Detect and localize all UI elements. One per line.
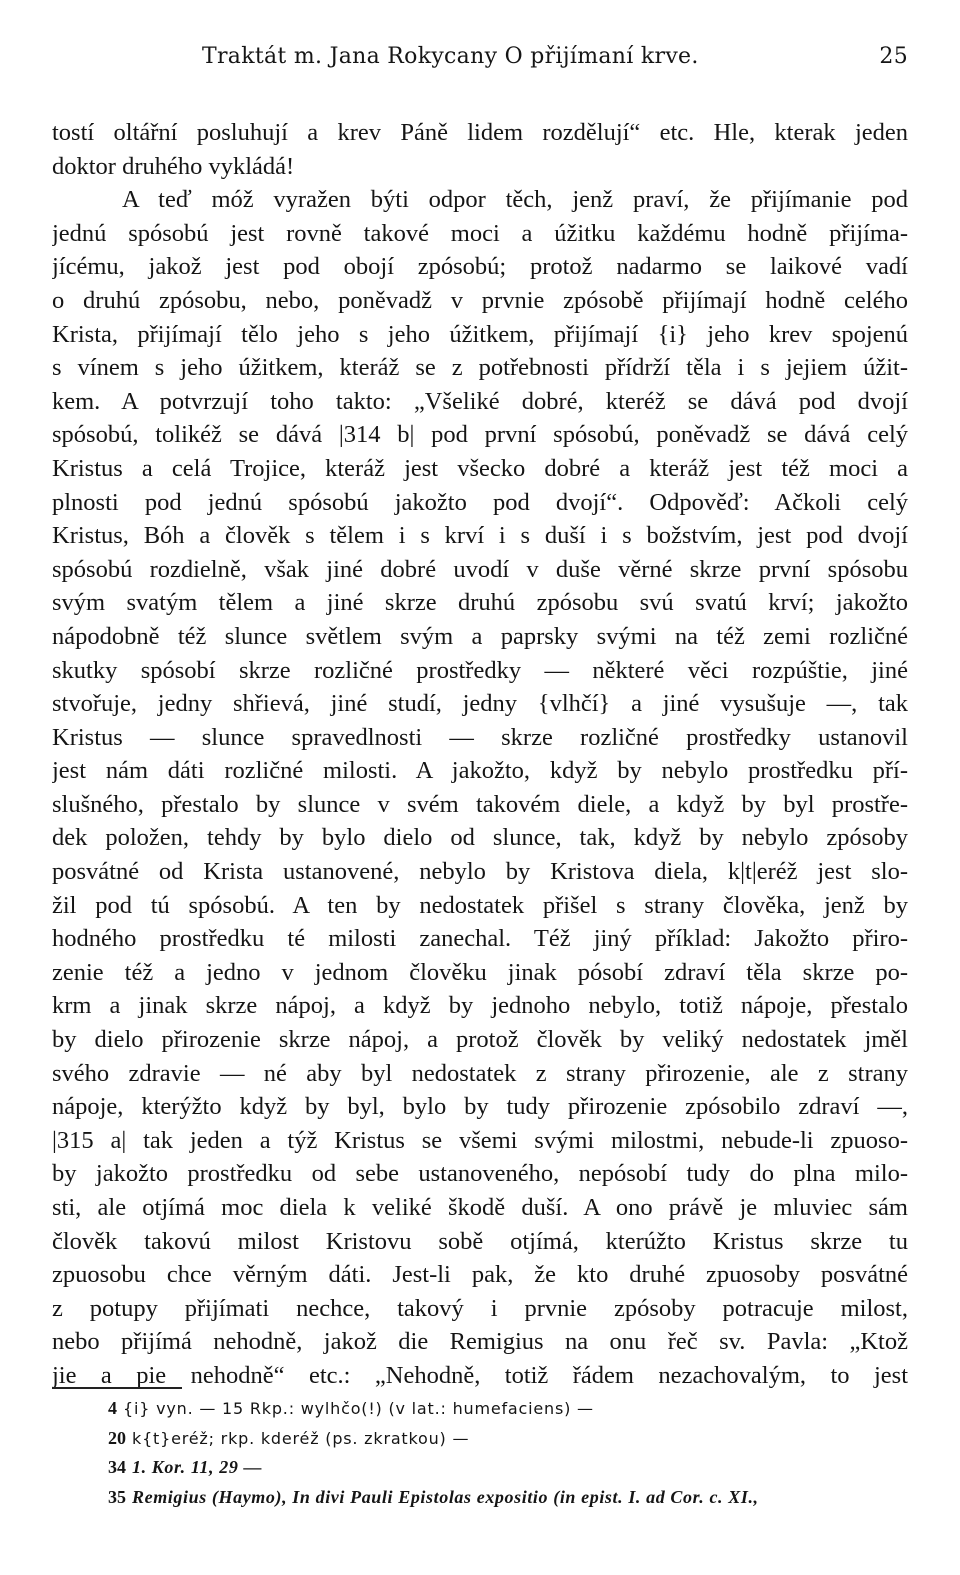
footnote-number: 35 <box>108 1486 126 1507</box>
text-line: svého zdravie — né aby byl nedostatek z strany přirozenie, ale z strany <box>52 1059 908 1087</box>
text-line: posvátné od Krista ustanovené, nebylo by Kristova diela, k|t|eréž jest slo- <box>52 858 908 886</box>
text-line: zenie též a jedno v jednom člověku jinak pósobí zdraví těla skrze po- <box>52 958 908 986</box>
text-line: kem. A potvrzují toho takto: „Všeliké dobré, kteréž se dává pod dvojí <box>52 387 908 415</box>
footnotes <box>108 1394 928 1512</box>
text-line: dek položen, tehdy by bylo dielo od slunce, tak, když by nebylo zpósoby <box>52 824 908 852</box>
text-line: doktor druhého vykládá! <box>52 152 295 180</box>
text-line: nebo přijímá nehodně, jakož die Remigius na onu řeč sv. Pavla: „Ktož <box>52 1328 908 1356</box>
text-line: stvořuje, jedny shřievá, jiné studí, jedny {vlhčí} a jiné vysušuje —, tak <box>52 690 908 718</box>
text-line: tostí oltářní posluhují a krev Páně lidem rozdělují“ etc. Hle, kterak jeden <box>52 119 908 146</box>
footnote <box>108 1483 928 1513</box>
footnote-number: 34 <box>108 1457 126 1477</box>
footnote <box>108 1394 928 1424</box>
text-line: jie a pie nehodně“ etc.: „Nehodně, totiž řádem nezachovalým, to jest <box>52 1361 908 1389</box>
text-line: Krista, přijímají tělo jeho s jeho úžitkem, přijímají {i} jeho krev spojenú <box>52 320 908 348</box>
text-line: Kristus a celá Trojice, kteráž jest všecko dobré a kteráž jest též moci a <box>52 454 908 482</box>
text-line: by jakožto prostředku od sebe ustanoveného, nepósobí tudy do plna milo- <box>52 1160 908 1188</box>
text-line: slušného, přestalo by slunce v svém takovém diele, a když by byl prostře- <box>52 790 908 818</box>
footnote-text: {i} vyn. — 15 Rkp.: wylhčo(!) (v lat.: humefaciens) — <box>123 1399 594 1418</box>
text-line: plnosti pod jednú spósobú jakožto pod dvojí“. Odpověď: Ačkoli celý <box>52 488 908 516</box>
text-line: zpuosobu chce věrným dáti. Jest-li pak, že kto druhé zpuosoby posvátné <box>52 1261 908 1289</box>
text-line: z potupy přijímati nechce, takový i prvnie zpósoby potracuje milost, <box>52 1294 908 1322</box>
text-line: spósobú rozdielně, však jiné dobré uvodí v duše věrné skrze první spósobu <box>52 555 908 583</box>
text-line: spósobú, tolikéž se dává |314 b| pod první spósobú, poněvadž se dává celý <box>52 421 908 449</box>
text-line: jednú spósobú jest rovně takové moci a úžitku každému hodně přijíma- <box>52 219 908 247</box>
text-line: jest nám dáti rozličné milosti. A jakožto, když by nebylo prostředku pří- <box>52 757 908 785</box>
footnote-text: Remigius (Haymo), In divi Pauli Epistolas expositio (in epist. I. ad Cor. c. XI., <box>132 1486 759 1507</box>
page-number: 25 <box>879 44 908 69</box>
text-line: hodného prostředku té milosti zanechal. Též jiný příklad: Jakožto přiro- <box>52 925 908 953</box>
text-line: jícému, jakož jest pod obojí zpósobú; protož nadarmo se laikové vadí <box>52 253 908 281</box>
text-line: Kristus, Bóh a člověk s tělem i s krví i s duší i s božstvím, jest pod dvojí <box>52 522 908 550</box>
text-line: skutky spósobí skrze rozličné prostředky — některé věci rozpúštie, jiné <box>52 656 908 684</box>
text-line: nápodobně též slunce světlem svým a paprsky svými na též zemi rozličné <box>52 622 908 650</box>
footnote <box>108 1424 928 1454</box>
text-line: člověk takovú milost Kristovu sobě otjímá, kterúžto Kristus skrze tu <box>52 1227 908 1255</box>
text-line: by dielo přirozenie skrze nápoj, a protož člověk by veliký nedostatek jměl <box>52 1026 908 1054</box>
text-line: o druhú zpósobu, nebo, poněvadž v prvnie zpósobě přijímají hodně celého <box>52 286 908 314</box>
text-line: sti, ale otjímá moc diela k veliké škodě duší. A ono právě je mluviec sám <box>52 1194 908 1221</box>
text-line: krm a jinak skrze nápoj, a když by jednoho nebylo, totiž nápoje, přestalo <box>52 992 908 1020</box>
running-title: Traktát m. Jana Rokycany O přijímaní krve. <box>202 44 699 69</box>
footnote-rule <box>52 1387 182 1389</box>
text-line: žil pod tú spósobú. A ten by nedostatek přišel s strany člověka, jenž by <box>52 891 908 919</box>
text-line: nápoje, kterýžto když by byl, bylo by tudy přirozenie zpósobilo zdraví —, <box>52 1093 908 1121</box>
text-line: A teď móž vyražen býti odpor těch, jenž praví, že přijímanie pod <box>122 186 908 214</box>
footnote <box>108 1453 928 1483</box>
footnote-text: k{t}eréž; rkp. kderéž (ps. zkratkou) — <box>132 1428 470 1448</box>
text-line: svým svatým tělem a jiné skrze druhú zpósobu svú svatú krví; jakožto <box>52 589 908 617</box>
footnote-number: 20 <box>108 1427 126 1448</box>
running-header <box>52 44 908 84</box>
footnote-text: 1. Kor. 11, 29 — <box>132 1457 263 1477</box>
text-line: s vínem s jeho úžitkem, kteráž se z potřebnosti přídrží těla i s jejiem úžit- <box>52 354 908 382</box>
text-line: Kristus — slunce spravedlnosti — skrze rozličné prostředky ustanovil <box>52 723 908 751</box>
text-line: |315 a| tak jeden a týž Kristus se všemi svými milostmi, nebude-li zpuoso- <box>52 1126 908 1154</box>
footnote-number: 4 <box>108 1398 117 1418</box>
main-text <box>52 116 908 1393</box>
